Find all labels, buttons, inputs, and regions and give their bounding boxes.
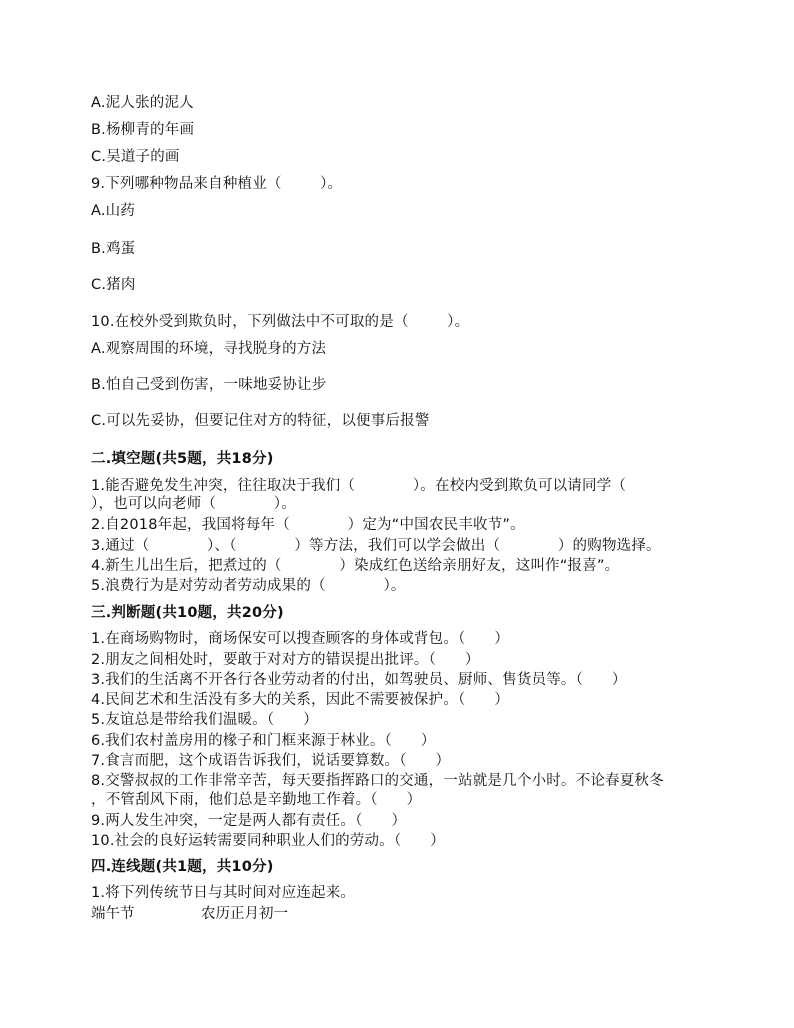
judge-line: 8.交警叔叔的工作非常辛苦，每天要指挥路口的交通，一站就是几个小时。不论春夏秋冬: [91, 773, 664, 789]
fill-line: 2.自2018年起，我国将每年（ ）定为“中国农民丰收节”。: [91, 517, 525, 533]
judge-line: 3.我们的生活离不开各行各业劳动者的付出，如驾驶员、厨师、售货员等。（ ）: [91, 672, 627, 688]
q8-option-c: C.吴道子的画: [91, 149, 180, 165]
q9-option-a: A.山药: [91, 203, 136, 219]
match-time-item: 农历正月初一: [201, 906, 288, 922]
judge-line: 2.朋友之间相处时，要敢于对对方的错误提出批评。（ ）: [91, 652, 480, 668]
judge-line: 10.社会的良好运转需要同种职业人们的劳动。（ ）: [91, 833, 445, 849]
match-question: 1.将下列传统节日与其时间对应连起来。: [91, 885, 356, 901]
judge-line: 9.两人发生冲突，一定是两人都有责任。（ ）: [91, 813, 407, 829]
match-section-heading: 四.连线题(共1题，共10分): [91, 859, 274, 875]
fill-line: 1.能否避免发生冲突，往往取决于我们（ ）。在校内受到欺负可以请同学（: [91, 478, 627, 494]
fill-line: 4.新生儿出生后，把煮过的（ ）染成红色送给亲朋好友，这叫作“报喜”。: [91, 558, 620, 574]
q8-option-a: A.泥人张的泥人: [91, 95, 194, 111]
q9-option-c: C.猪肉: [91, 277, 136, 293]
judge-line: 5.友谊总是带给我们温暖。（ ）: [91, 712, 318, 728]
q9-option-b: B.鸡蛋: [91, 241, 136, 257]
q10-option-c: C.可以先妥协，但要记住对方的特征，以便事后报警: [91, 413, 430, 429]
judge-line: 7.食言而肥，这个成语告诉我们，说话要算数。（ ）: [91, 753, 451, 769]
q10-option-b: B.怕自己受到伤害，一味地妥协让步: [91, 377, 327, 393]
q9-stem: 9.下列哪种物品来自种植业（ ）。: [91, 176, 343, 192]
fill-section-heading: 二.填空题(共5题，共18分): [91, 451, 274, 467]
fill-line: 5.浪费行为是对劳动者劳动成果的（ ）。: [91, 578, 406, 594]
q8-option-b: B.杨柳青的年画: [91, 122, 195, 138]
judge-section-heading: 三.判断题(共10题，共20分): [91, 605, 284, 621]
judge-line: 1.在商场购物时，商场保安可以搜查顾客的身体或背包。（ ）: [91, 631, 510, 647]
match-festival-item: 端午节: [91, 906, 135, 922]
q10-stem: 10.在校外受到欺负时，下列做法中不可取的是（ ）。: [91, 314, 470, 330]
judge-line: ，不管刮风下雨，他们总是辛勤地工作着。（ ）: [91, 792, 422, 808]
q10-option-a: A.观察周围的环境，寻找脱身的方法: [91, 341, 327, 357]
fill-line: ），也可以向老师（ ）。: [91, 496, 296, 512]
judge-line: 4.民间艺术和生活没有多大的关系，因此不需要被保护。（ ）: [91, 692, 510, 708]
judge-line: 6.我们农村盖房用的椽子和门框来源于林业。（ ）: [91, 733, 436, 749]
fill-line: 3.通过（ ）、（ ）等方法，我们可以学会做出（ ）的购物选择。: [91, 538, 661, 554]
